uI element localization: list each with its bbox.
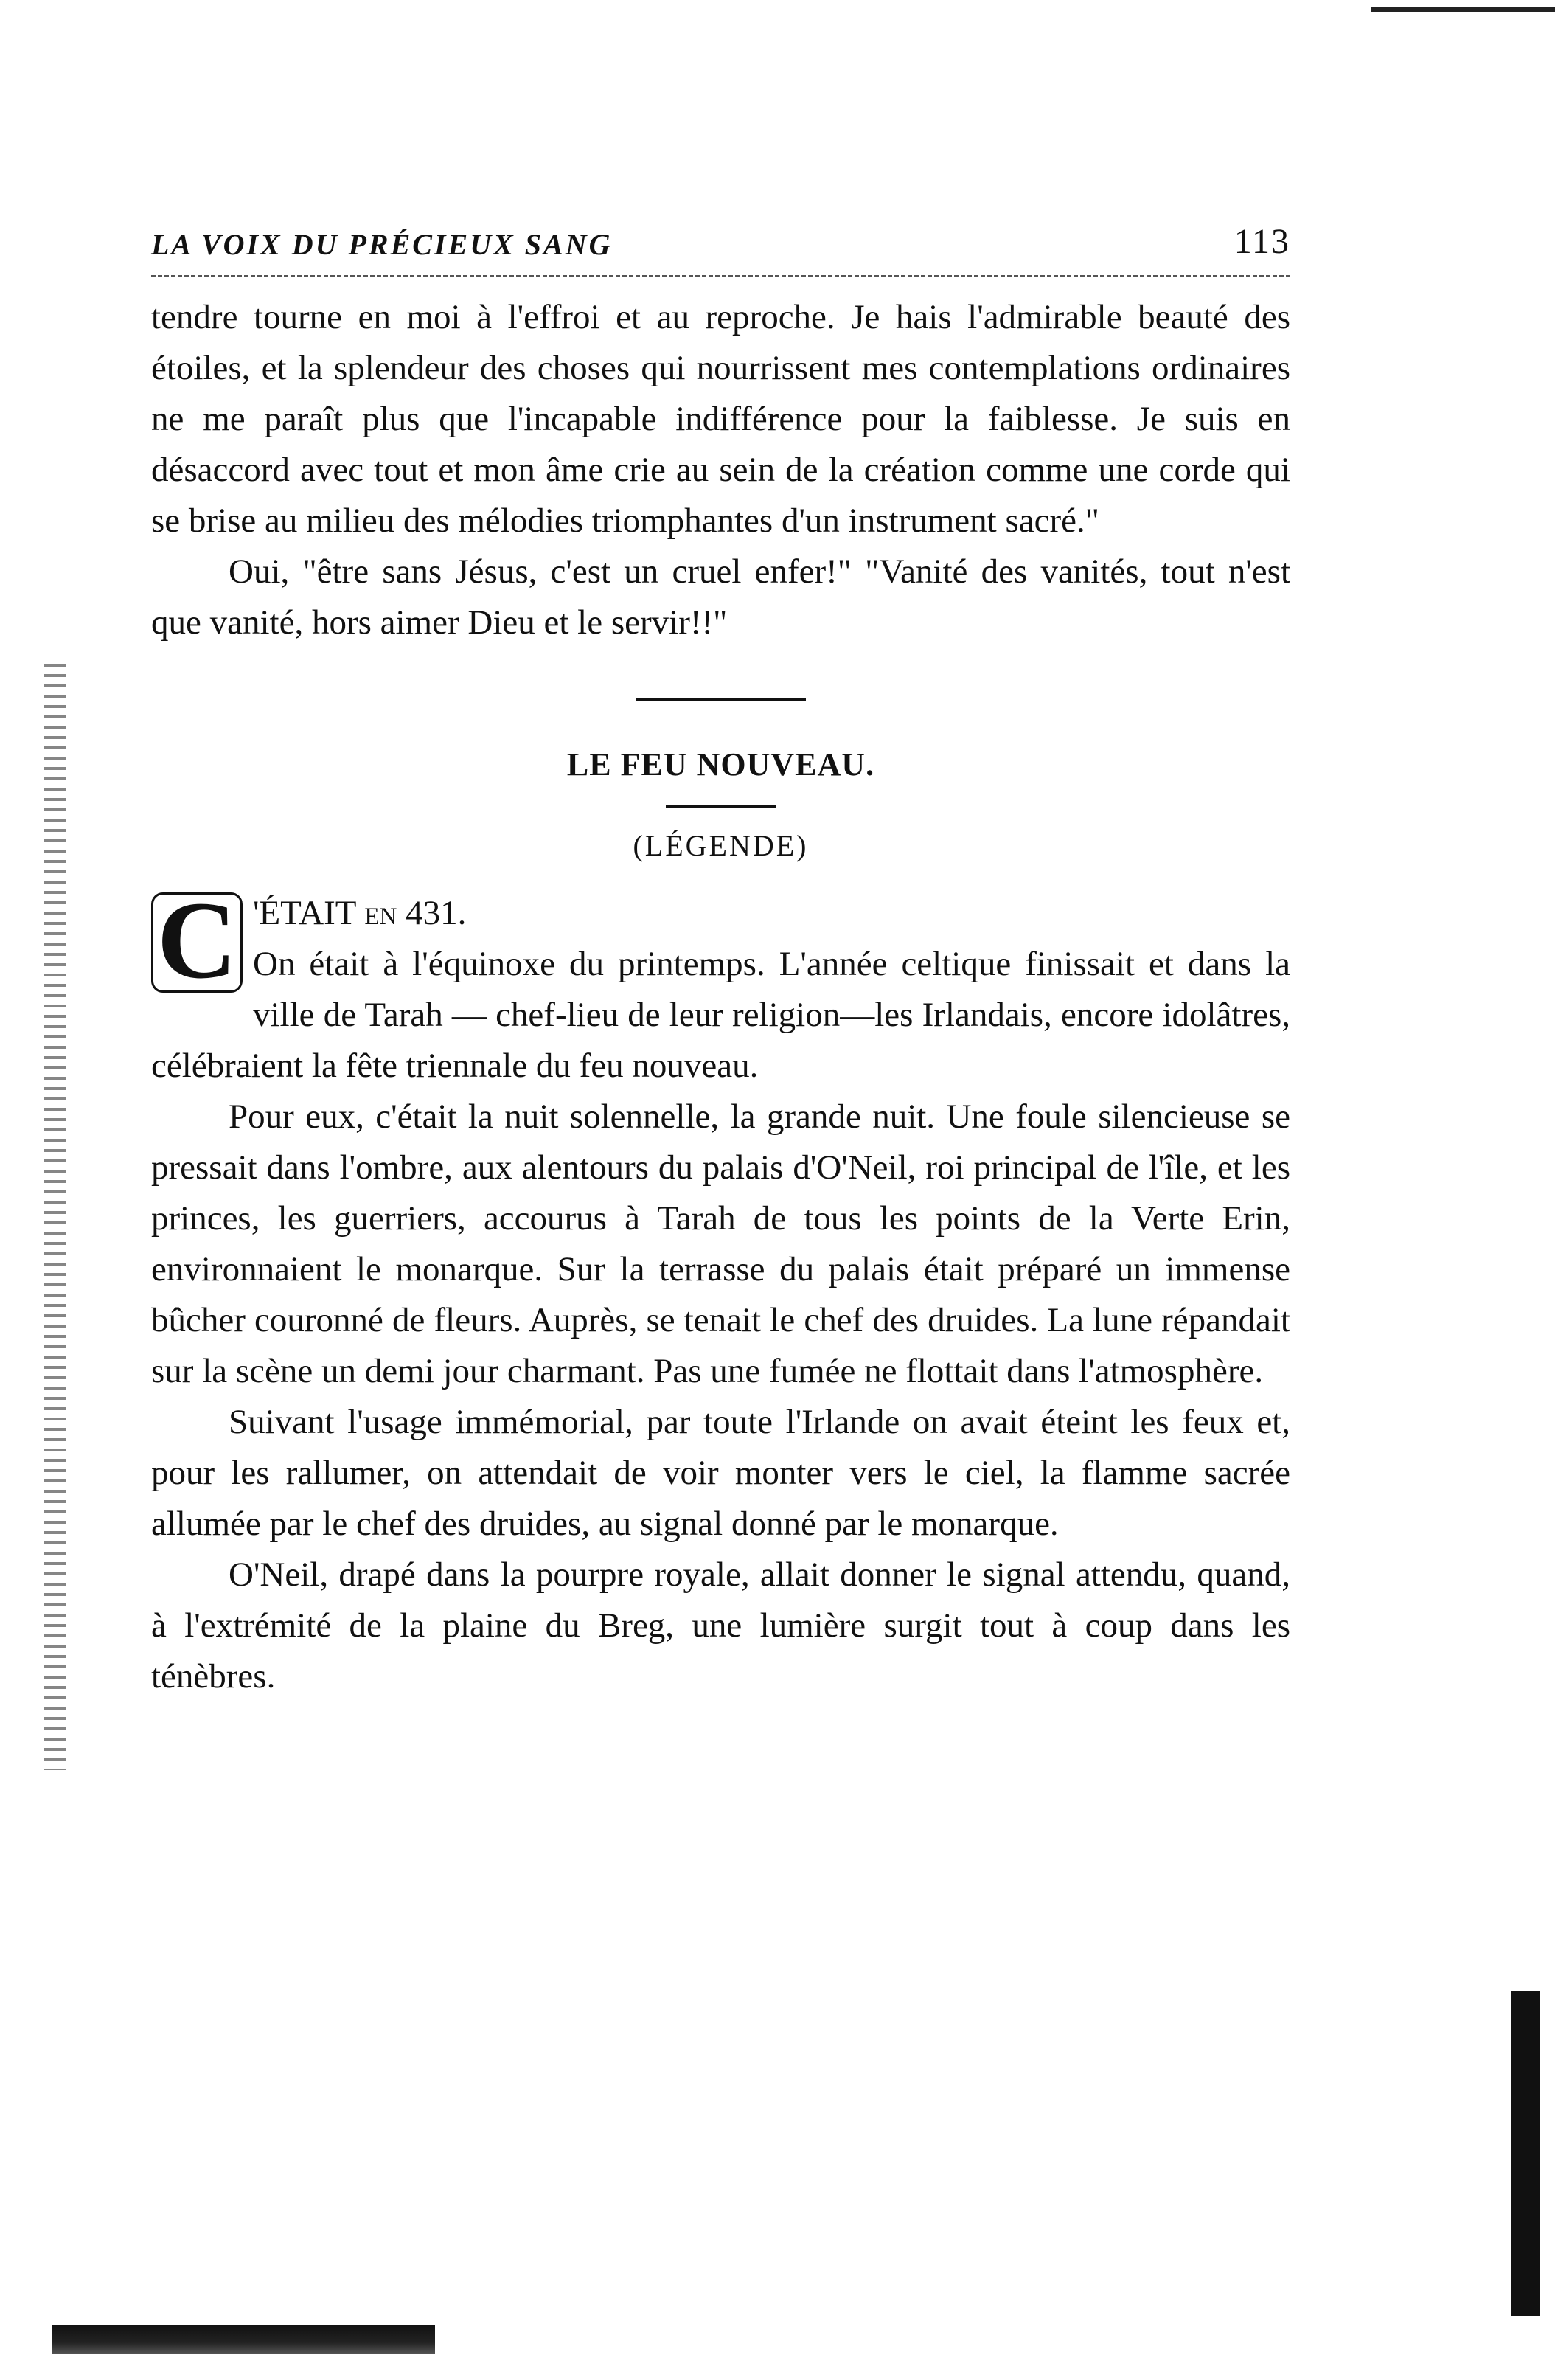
page-number: 113 <box>1234 222 1290 261</box>
scan-edge-right <box>1511 1991 1540 2316</box>
scan-edge-bottom <box>52 2325 435 2354</box>
section-separator-rule <box>636 698 806 701</box>
section-title: LE FEU NOUVEAU. <box>566 746 875 783</box>
story-paragraph <box>151 888 1290 1092</box>
story-opening: 'ÉTAIT en 431. <box>253 894 467 932</box>
continued-paragraph: Oui, "être sans Jésus, c'est un cruel enfer!" "Vanité des vanités, tout n'est que vanité, hors aimer Dieu et le servir!!" <box>151 552 1290 642</box>
title-underline-rule <box>666 805 776 808</box>
running-head <box>151 210 1290 262</box>
story-paragraph: O'Neil, drapé dans la pourpre royale, allait donner le signal attendu, quand, à l'extrémité de la plaine du Breg, une lumière surgit tout à coup dans les ténèbres. <box>151 1555 1290 1696</box>
story-text <box>151 888 1290 1702</box>
section-subtitle: (LÉGENDE) <box>633 829 809 862</box>
book-page <box>151 210 1290 1702</box>
continued-paragraph: tendre tourne en moi à l'effroi et au reproche. Je hais l'admirable beauté des étoiles, et la splendeur des choses qui nourrissent mes contemplations ordinaires ne me paraît plus que l'incapable indifférence pour la faiblesse. Je suis en désaccord avec tout et mon âme crie au sein de la création comme une corde qui se brise au milieu des mélodies triomphantes d'un instrument sacré." <box>151 298 1290 540</box>
drop-cap: C <box>151 892 243 993</box>
scan-edge-top <box>1371 7 1555 12</box>
continued-text <box>151 292 1290 648</box>
running-head-rule <box>151 275 1290 277</box>
story-paragraph: Suivant l'usage immémorial, par toute l'Irlande on avait éteint les feux et, pour les rallumer, on attendait de voir monter vers le ciel, la flamme sacrée allumée par le chef des druides, au signal donné par le monarque. <box>151 1403 1290 1543</box>
story-paragraph-text: On était à l'équinoxe du printemps. L'année celtique finissait et dans la ville de Tarah — chef-lieu de leur religion—les Irlandais, encore idolâtres, célébraient la fête triennale du feu nouveau. <box>151 945 1290 1085</box>
scan-margin-noise <box>44 664 66 1770</box>
running-head-title: LA VOIX DU PRÉCIEUX SANG <box>151 228 613 261</box>
story-paragraph: Pour eux, c'était la nuit solennelle, la grande nuit. Une foule silencieuse se pressait dans l'ombre, aux alentours du palais d'O'Neil, roi principal de l'île, et les princes, les guerriers, accourus à Tarah de tous les points de la Verte Erin, environnaient le monarque. Sur la terrasse du palais était préparé un immense bûcher couronné de fleurs. Auprès, se tenait le chef des druides. La lune répandait sur la scène un demi jour charmant. Pas une fumée ne flottait dans l'atmosphère. <box>151 1097 1290 1390</box>
